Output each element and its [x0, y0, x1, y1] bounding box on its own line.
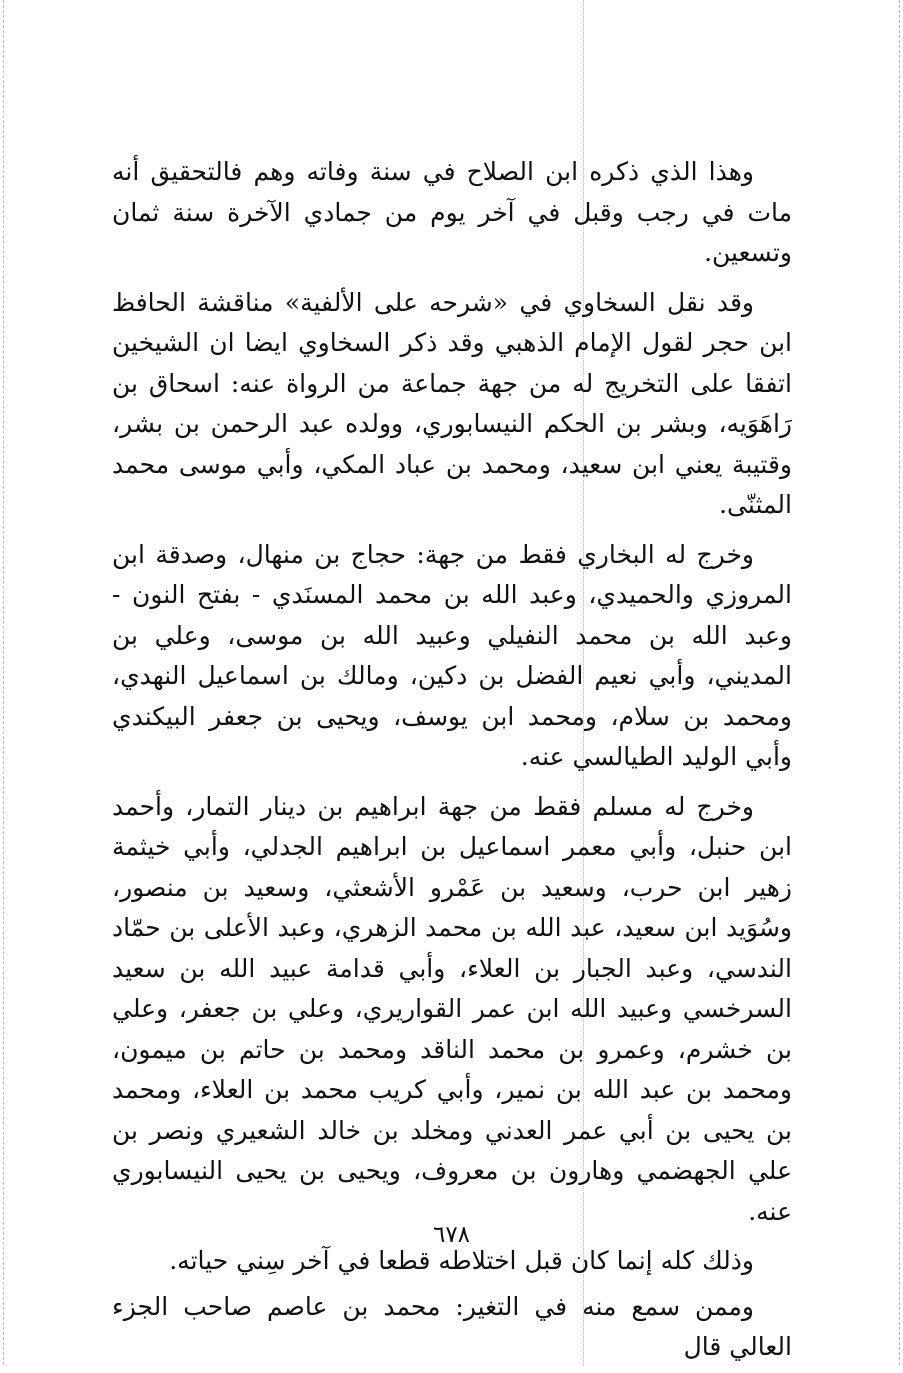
- page-body: [112, 152, 792, 1373]
- paragraph-2: وقد نقل السخاوي في «شرحه على الألفية» مناقشة الحافظ ابن حجر لقول الإمام الذهبي وقد ذكر السخاوي ايضا ان الشيخين اتفقا على التخريج له من جهة جماعة من الرواة عنه: اسحاق بن رَاهَوَيه، وبشر بن الحكم النيسابوري، وولده عبد الرحمن بن بشر، وقتيبة يعني ابن سعيد، ومحمد بن عباد المكي، وأبي موسى محمد المثنّى.: [112, 287, 792, 519]
- page-number: ٦٧٨: [432, 1222, 471, 1248]
- left-page-guide: [3, 0, 4, 1365]
- paragraph-1: وهذا الذي ذكره ابن الصلاح في سنة وفاته وهم فالتحقيق أنه مات في رجب وقبل في آخر يوم من جمادي الآخرة سنة ثمان وتسعين.: [112, 157, 792, 267]
- paragraph-6: وممن سمع منه في التغير: محمد بن عاصم صاحب الجزء العالي قال: [112, 1291, 792, 1361]
- paragraph-5: وذلك كله إنما كان قبل اختلاطه قطعا في آخر سِني حياته.: [169, 1246, 754, 1275]
- paragraph-3: وخرج له البخاري فقط من جهة: حجاج بن منهال، وصدقة ابن المروزي والحميدي، وعبد الله بن محمد المسنَدي - بفتح النون - وعبد الله بن محمد النفيلي وعبيد الله بن موسى، وعلي بن المديني، وأبي نعيم الفضل بن دكين، ومالك بن اسماعيل النهدي، ومحمد بن سلام، ومحمد ابن يوسف، ويحيى بن جعفر البيكندي وأبي الوليد الطيالسي عنه.: [112, 539, 792, 771]
- right-page-guide: [899, 0, 900, 1365]
- paragraph-4: وخرج له مسلم فقط من جهة ابراهيم بن دينار التمار، وأحمد ابن حنبل، وأبي معمر اسماعيل بن ابراهيم الجدلي، وأبي خيثمة زهير ابن حرب، وسعيد بن عَمْرو الأشعثي، وسعيد بن منصور، وسُوَيد ابن سعيد، عبد الله بن محمد الزهري، وعبد الأعلى بن حمّاد الندسي، وعبد الجبار بن العلاء، وأبي قدامة عبيد الله بن سعيد السرخسي وعبيد الله ابن عمر القواريري، وعلي بن جعفر، وعلي بن خشرم، وعمرو بن محمد الناقد ومحمد بن حاتم بن ميمون، ومحمد بن عبد الله بن نمير، وأبي كريب محمد بن العلاء، ومحمد بن يحيى بن أبي عمر العدني ومخلد بن خالد الشعيري ونصر بن علي الجهضمي وهارون بن معروف، ويحيى بن يحيى النيسابوري عنه.: [112, 791, 792, 1226]
